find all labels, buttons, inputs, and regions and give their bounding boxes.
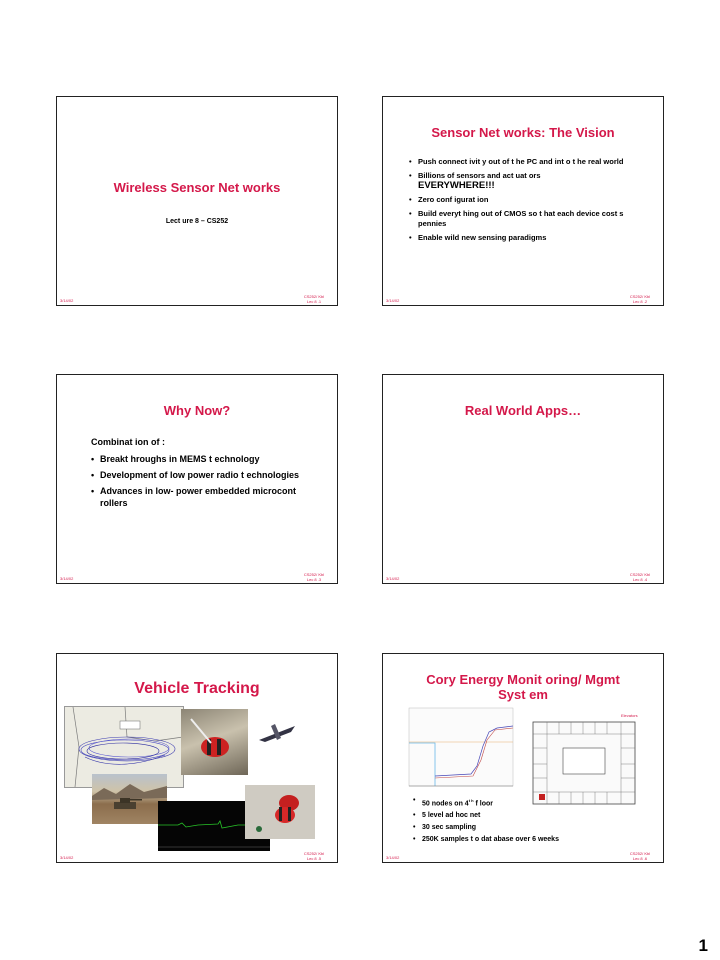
uav-illustration: [255, 718, 299, 748]
energy-chart-thumbnail: [401, 706, 517, 796]
list-item: • 5 level ad hoc net: [413, 812, 481, 820]
uav-photo: [255, 718, 299, 748]
list-item: • Push connect ivit y out of t he PC and int o t he real world: [409, 157, 624, 166]
desert-vehicle-photo: [92, 774, 167, 824]
slide-2-date: 3/14/02: [386, 298, 400, 303]
slide-1-course: CS252/ Kbl: [303, 294, 325, 299]
tank-illustration: [92, 774, 167, 824]
energy-chart-image: [401, 706, 517, 796]
slide-6-bullets: [413, 796, 613, 845]
slide-3-date: 3/14/02: [60, 576, 74, 581]
slide-6: [382, 653, 664, 863]
list-item: • 50 nodes on $4^{t h}$ f loor: [413, 797, 494, 808]
list-item: • 30 sec sampling: [413, 824, 477, 832]
slide-3-course: CS252/ Kbl: [303, 572, 325, 577]
slide-6-title-line2: Syst em: [498, 687, 548, 702]
slide-6-course-info: [629, 851, 651, 861]
slide-6-course: CS252/ Kbl: [629, 851, 651, 856]
slide-4-course-info: [629, 572, 651, 582]
slide-5-course-info: [303, 851, 325, 861]
slide-3-bullets: [91, 453, 301, 509]
slide-5-lec: Lec 8 .5: [306, 856, 322, 861]
slide-5-date: 3/14/02: [60, 855, 74, 860]
list-item: • Development of low power radio t echnologies: [91, 470, 300, 480]
slide-2-lec: Lec 8 .2: [632, 299, 648, 304]
list-item: • Enable wild new sensing paradigms: [409, 233, 547, 242]
mote-illustration: [181, 709, 248, 775]
slide-2-bullets: [409, 157, 641, 243]
slide-2-title: Sensor Net works: The Vision: [431, 125, 615, 140]
slide-4-lec: Lec 8 .4: [632, 577, 648, 582]
slide-3-title: Why Now?: [163, 403, 231, 418]
emphasis-text: EVERYWHERE!!!: [418, 180, 495, 191]
list-item: • Breakt hroughs in MEMS t echnology: [91, 454, 260, 464]
slide-5-title: Vehicle Tracking: [134, 680, 260, 697]
slide-6-title-line1: Cory Energy Monit oring/ Mgmt: [426, 672, 620, 687]
slide-5: [56, 653, 338, 863]
slide-2-course-info: [629, 294, 651, 304]
slide-3-intro: Combinat ion of :: [91, 437, 165, 447]
slide-3: [56, 374, 338, 584]
slide-1-date: 3/14/02: [60, 298, 74, 303]
slide-6-date: 3/14/02: [386, 855, 400, 860]
slide-1-lec: Lec 8 .1: [306, 299, 322, 304]
slide-1-subtitle: Lect ure 8 – CS252: [165, 218, 229, 225]
slide-1-title: Wireless Sensor Net works: [113, 180, 281, 195]
ground-motes-photo: [245, 785, 315, 839]
slide-1-course-info: [303, 294, 325, 304]
floorplan-drawing: [529, 708, 641, 808]
slide-5-course: CS252/ Kbl: [303, 851, 325, 856]
slide-1: [56, 96, 338, 306]
motes-illustration: [245, 785, 315, 839]
slide-6-lec: Lec 8 .6: [632, 856, 648, 861]
floorplan-label: Elevators: [621, 713, 638, 718]
slide-3-course-info: [303, 572, 325, 582]
slide-4-date: 3/14/02: [386, 576, 400, 581]
slide-3-lec: Lec 8 .3: [306, 577, 322, 582]
slide-2-course: CS252/ Kbl: [629, 294, 651, 299]
slide-2: [382, 96, 664, 306]
list-item: • Zero conf igurat ion: [409, 195, 489, 204]
floorplan-image: [529, 708, 641, 808]
list-item: • Billions of sensors and act uat ors EVERYWHERE!!!: [409, 171, 541, 191]
slide-6-title: [383, 672, 663, 702]
page-number: 1: [698, 936, 708, 955]
list-item: • Build everyt hing out of CMOS so t hat each device cost s pennies: [409, 209, 624, 228]
list-item: • Advances in low- power embedded microcont rollers: [91, 486, 297, 508]
slide-4: [382, 374, 664, 584]
sensor-mote-photo: [181, 709, 248, 775]
list-item: • 250K samples t o dat abase over 6 weeks: [413, 836, 559, 844]
slide-4-title: Real World Apps…: [464, 403, 582, 418]
slide-4-course: CS252/ Kbl: [629, 572, 651, 577]
